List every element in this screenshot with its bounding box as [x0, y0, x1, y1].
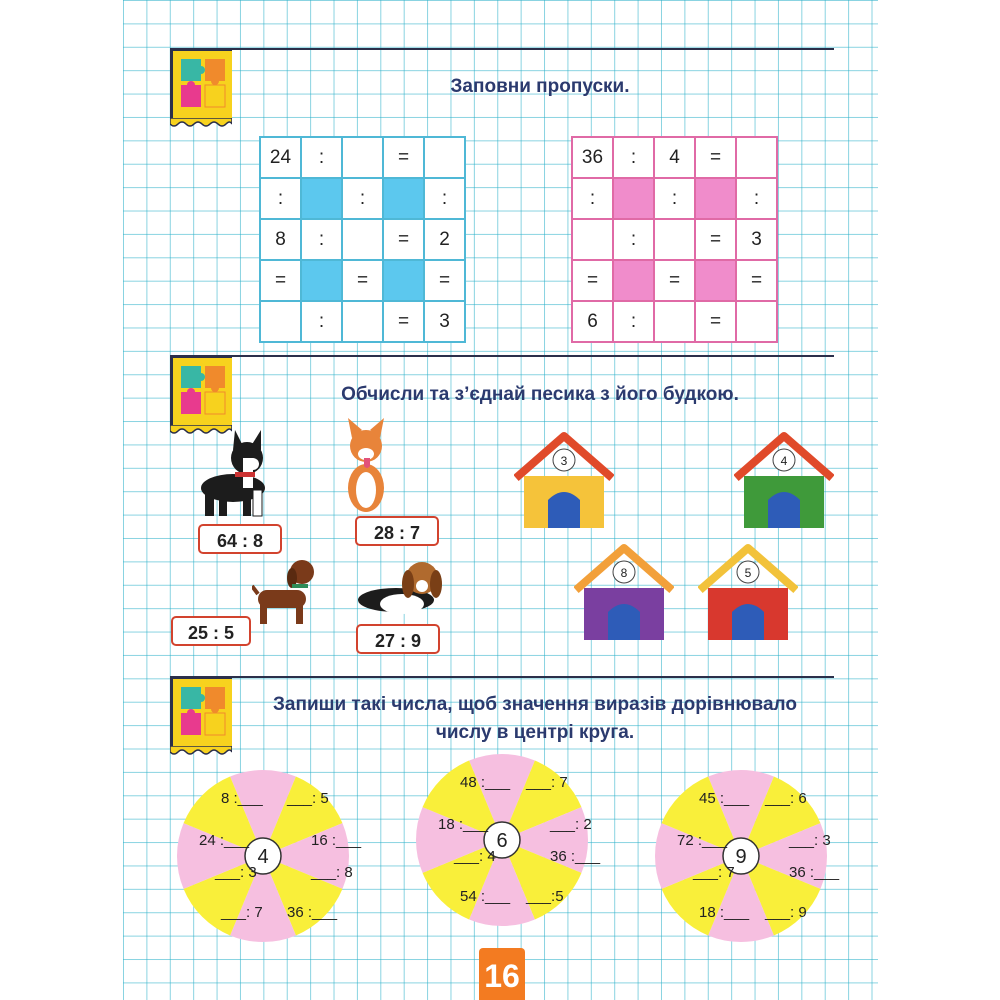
wheel-expression-slot[interactable]: ___: 6 [765, 790, 807, 807]
section-1-title: Заповни пропуски. [450, 76, 630, 97]
grid-cell: : [301, 219, 342, 260]
wheel-expression-slot[interactable]: 18 :___ [699, 904, 750, 921]
grid-cell: 24 [260, 137, 301, 178]
grid-cell: = [695, 219, 736, 260]
wheel-expression-slot[interactable]: ___: 5 [287, 790, 329, 807]
wheel-expression-slot[interactable]: ___: 9 [765, 904, 807, 921]
grid-cell: : [342, 178, 383, 219]
grid-cell: 6 [572, 301, 613, 342]
grid-cell: : [424, 178, 465, 219]
number-wheel-3 [655, 770, 840, 942]
wheel-expression-slot[interactable]: ___:5 [526, 888, 564, 905]
wheel-expression-slot[interactable]: ___: 7 [693, 864, 735, 881]
grid-cell: 3 [424, 301, 465, 342]
grid-cell: 4 [654, 137, 695, 178]
grid-cell: = [572, 260, 613, 301]
grid-cell: : [572, 178, 613, 219]
grid-cell: = [260, 260, 301, 301]
wheel-expression-slot[interactable]: ___: 8 [311, 864, 353, 881]
wheel-expression-slot[interactable]: ___: 7 [221, 904, 263, 921]
grid-cell: 8 [260, 219, 301, 260]
doghouse-red-number: 5 [744, 566, 752, 580]
grid-cell: = [383, 301, 424, 342]
wheel-expression-slot[interactable]: 8 :___ [221, 790, 263, 807]
wheel-expression-slot[interactable]: 48 :___ [460, 774, 511, 791]
grid-cell: = [342, 260, 383, 301]
wheel-center-number: 6 [496, 830, 508, 852]
doghouse-yellow-number: 3 [560, 454, 568, 468]
grid-cell: 36 [572, 137, 613, 178]
grid-cell: : [301, 137, 342, 178]
wheel-expression-slot[interactable]: 24 :___ [199, 832, 250, 849]
doghouse-green-number: 4 [780, 454, 788, 468]
section-3-title-line-1: Запиши такі числа, щоб значення виразів дорівнювало [273, 694, 797, 715]
grid-cell: = [424, 260, 465, 301]
wheel-expression-slot[interactable]: 72 :___ [677, 832, 728, 849]
wheel-expression-slot[interactable]: 54 :___ [460, 888, 511, 905]
wheel-expression-slot[interactable]: ___: 7 [526, 774, 568, 791]
grid-cell: 3 [736, 219, 777, 260]
grid-cell: = [654, 260, 695, 301]
wheel-expression-slot[interactable]: ___: 2 [550, 816, 592, 833]
wheel-expression-slot[interactable]: ___: 4 [454, 848, 496, 865]
wheel-expression-slot[interactable]: 16 :___ [311, 832, 362, 849]
grid-cell: : [654, 178, 695, 219]
grid-cell: : [613, 301, 654, 342]
dog-label-beagle: 27 : 9 [356, 624, 440, 654]
grid-cell: : [613, 137, 654, 178]
grid-cell: = [736, 260, 777, 301]
grid-cell: = [695, 301, 736, 342]
wheel-expression-slot[interactable]: 36 :___ [789, 864, 840, 881]
wheel-center-number: 4 [257, 846, 269, 868]
wheel-expression-slot[interactable]: 45 :___ [699, 790, 750, 807]
grid-cell: : [613, 219, 654, 260]
section-3-title-line-2: числу в центрі круга. [435, 722, 635, 743]
wheel-expression-slot[interactable]: ___: 3 [215, 864, 257, 881]
wheel-expression-slot[interactable]: 36 :___ [287, 904, 338, 921]
grid-cell: 2 [424, 219, 465, 260]
wheel-expression-slot[interactable]: ___: 3 [789, 832, 831, 849]
grid-cell: : [301, 301, 342, 342]
dog-label-corgi: 28 : 7 [355, 516, 439, 546]
grid-cell: : [260, 178, 301, 219]
number-wheel-2 [416, 754, 601, 926]
dog-label-dachshund: 25 : 5 [171, 616, 251, 646]
section-2-title: Обчисли та з’єднай песика з його будкою. [341, 384, 739, 405]
grid-cell: = [383, 137, 424, 178]
wheel-expression-slot[interactable]: 18 :___ [438, 816, 489, 833]
grid-cell: = [383, 219, 424, 260]
wheel-expression-slot[interactable]: 36 :___ [550, 848, 601, 865]
wheel-center-number: 9 [735, 846, 747, 868]
page-number: 16 [479, 948, 525, 1000]
dog-label-boston: 64 : 8 [198, 524, 282, 554]
grid-cell: : [736, 178, 777, 219]
doghouse-purple-number: 8 [620, 566, 628, 580]
number-wheel-1 [177, 770, 362, 942]
grid-cell: = [695, 137, 736, 178]
